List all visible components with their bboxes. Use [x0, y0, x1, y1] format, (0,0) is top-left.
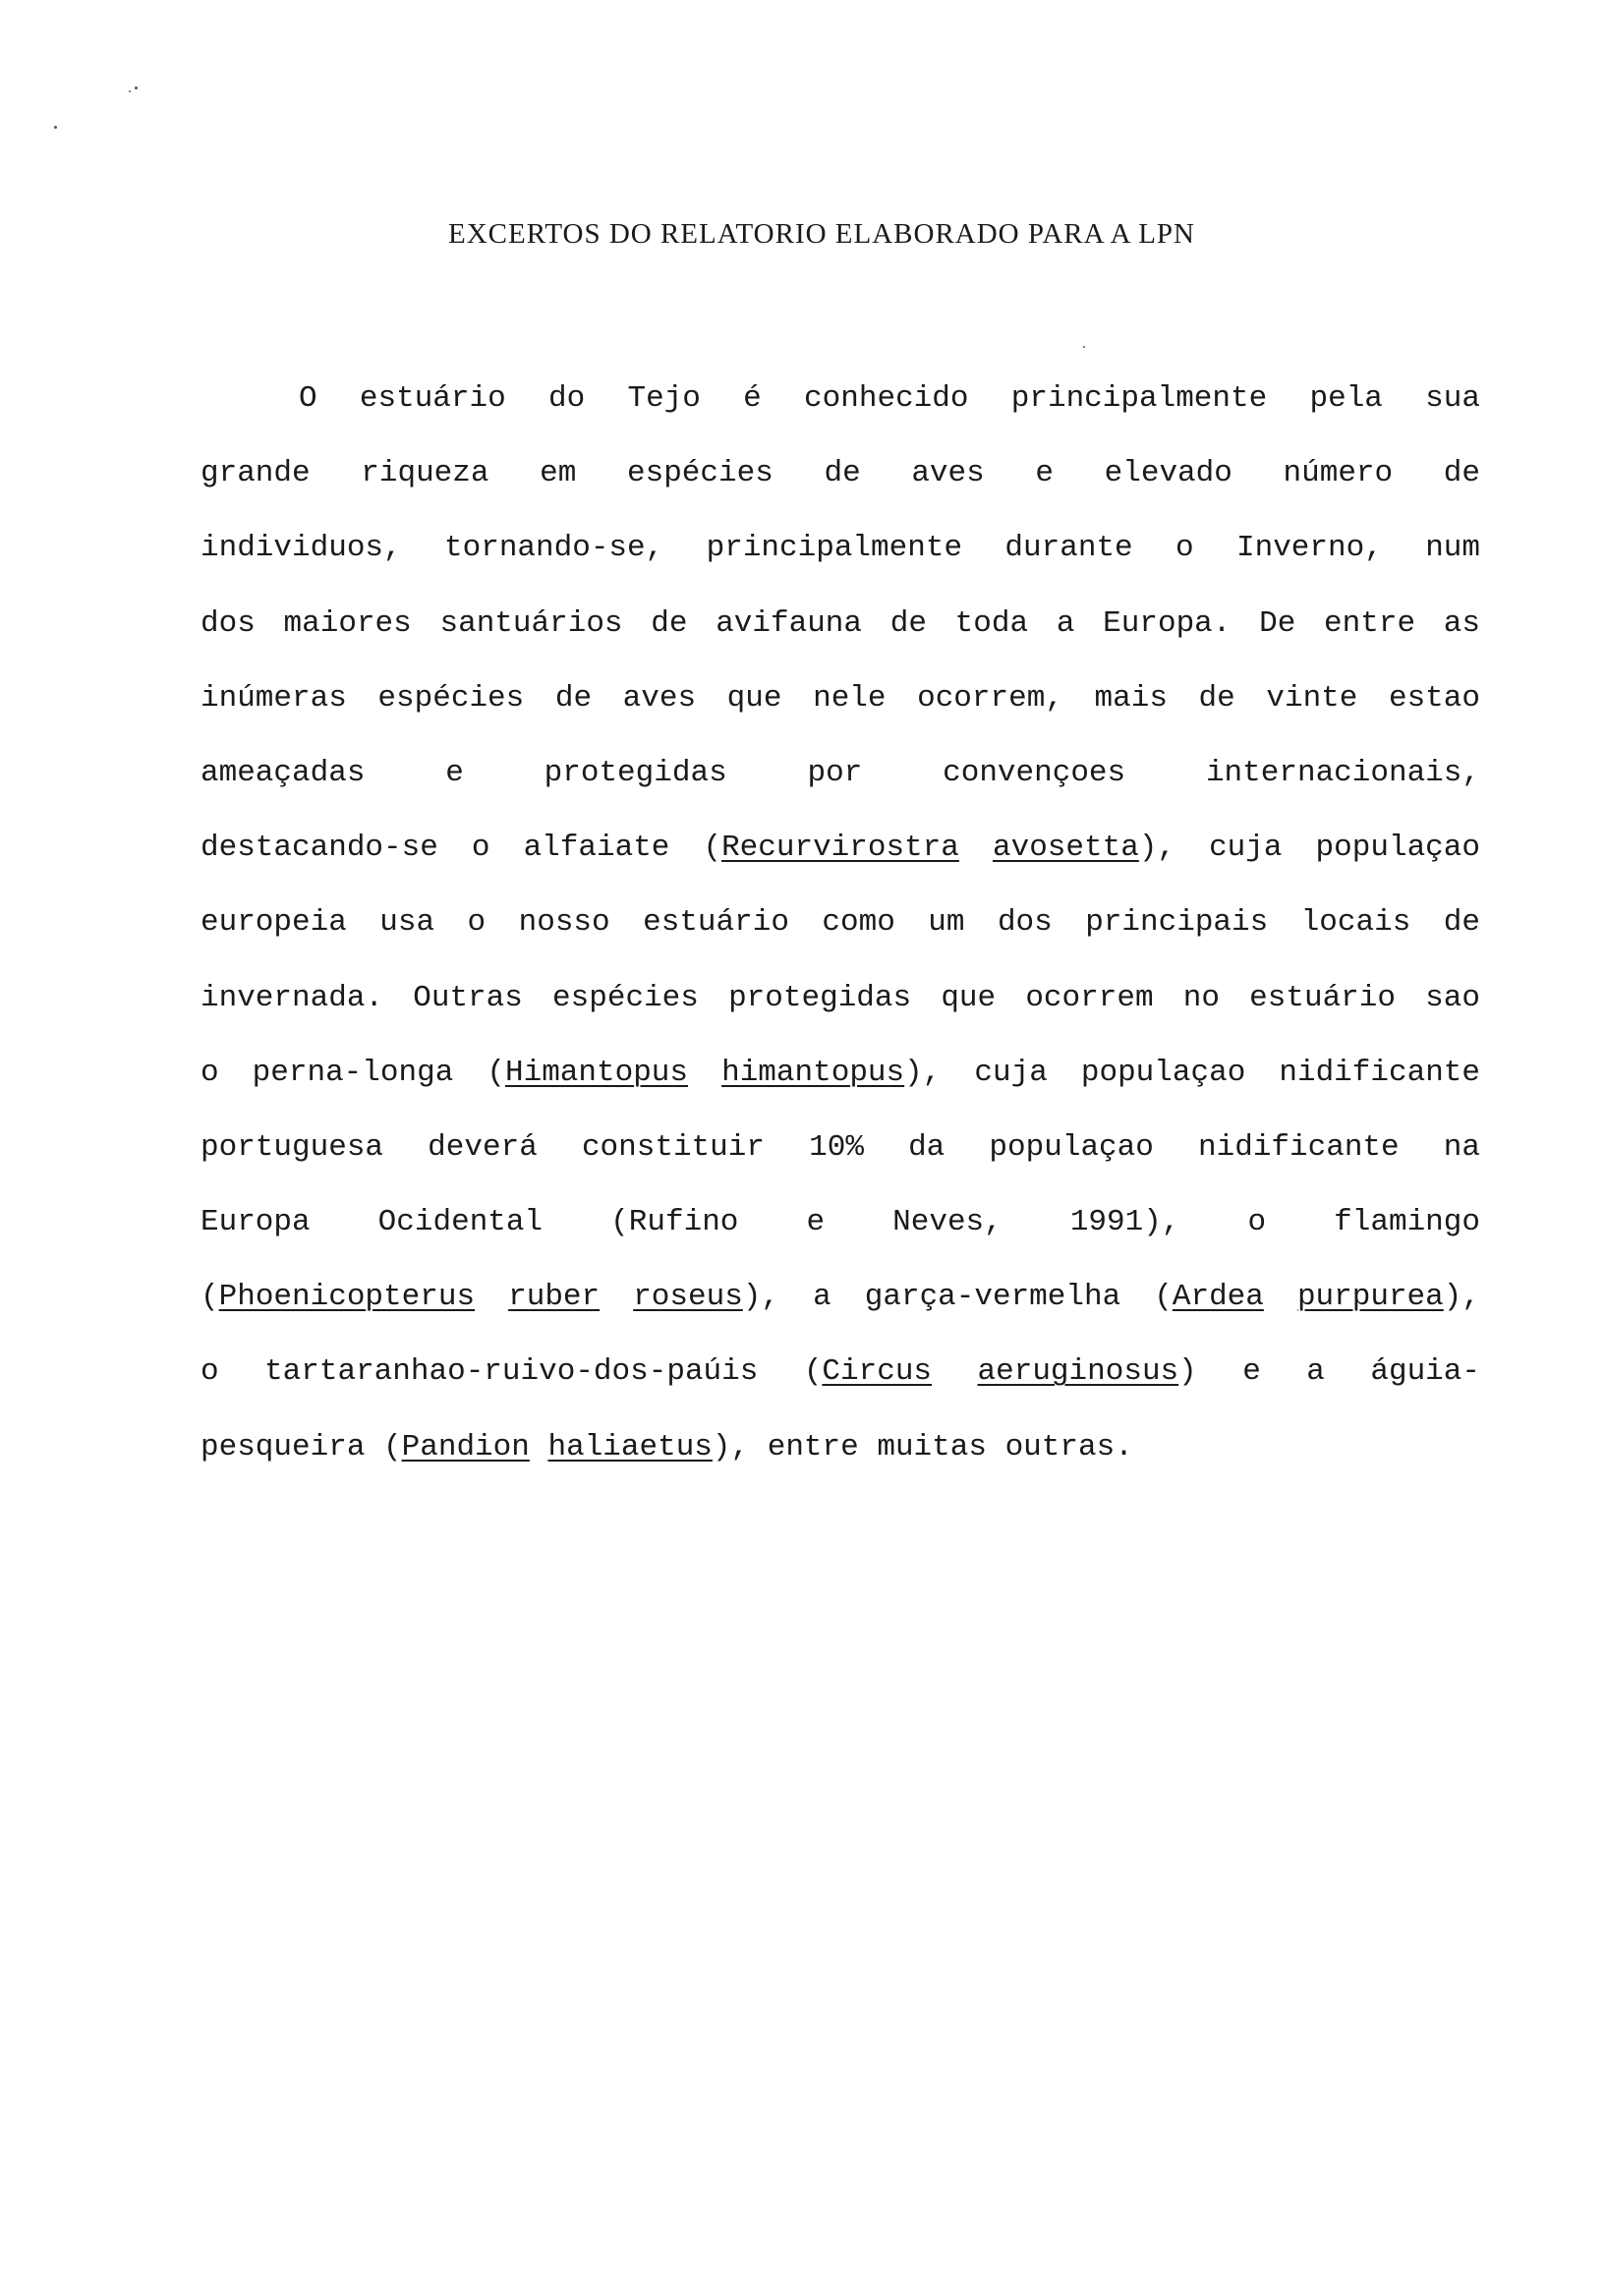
text-segment: [530, 1430, 548, 1464]
text-segment: ), cuja populaçao nidificante: [904, 1055, 1480, 1090]
body-line: [200, 811, 1480, 886]
body-line: [200, 661, 1480, 736]
text-segment: pesqueira (: [200, 1429, 402, 1464]
text-segment: inúmeras espécies de aves que nele ocorrem, mais de vinte estao: [200, 680, 1480, 716]
species-name: ruber: [508, 1280, 601, 1315]
body-line: [200, 1260, 1480, 1335]
body-line: [200, 736, 1480, 811]
text-segment: ), entre muitas outras.: [712, 1429, 1133, 1464]
text-segment: [932, 1354, 977, 1389]
text-segment: (: [200, 1280, 219, 1315]
species-name: Himantopus: [504, 1055, 689, 1090]
document-title: EXCERTOS DO RELATORIO ELABORADO PARA A LPN: [448, 218, 1195, 250]
body-line: [200, 886, 1480, 960]
species-name: avosetta: [992, 831, 1139, 866]
species-name: Phoenicopterus: [218, 1280, 476, 1315]
text-segment: individuos, tornando-se, principalmente durante o Inverno, num: [200, 531, 1480, 566]
text-segment: ), a garça-vermelha (: [742, 1280, 1173, 1315]
species-name: haliaetus: [547, 1429, 713, 1464]
text-segment: o tartaranhao-ruivo-dos-paúis (: [200, 1354, 823, 1390]
text-segment: o perna-longa (: [200, 1055, 505, 1090]
body-line: [200, 1111, 1480, 1185]
text-segment: portuguesa deverá constituir 10% da populaçao nidificante na: [200, 1129, 1480, 1165]
text-segment: ), cuja populaçao: [1138, 831, 1480, 866]
body-line: [200, 1410, 1480, 1485]
text-segment: [959, 831, 993, 865]
text-segment: invernada. Outras espécies protegidas que ocorrem no estuário sao: [200, 980, 1480, 1015]
species-name: Ardea: [1172, 1280, 1264, 1315]
body-line: [200, 436, 1480, 511]
scan-speck: [54, 126, 57, 129]
species-name: aeruginosus: [977, 1354, 1179, 1390]
body-line: [200, 587, 1480, 661]
species-name: purpurea: [1296, 1280, 1444, 1315]
text-segment: Europa Ocidental (Rufino e Neves, 1991), o flamingo: [200, 1205, 1480, 1240]
body-line: [200, 961, 1480, 1036]
body-line: [200, 362, 1480, 436]
species-name: roseus: [633, 1280, 743, 1315]
text-segment: grande riqueza em espécies de aves e elevado número de: [200, 456, 1480, 491]
body-line: [200, 1335, 1480, 1409]
scan-speck: [129, 90, 131, 92]
document-body: [200, 362, 1480, 1485]
body-line: [200, 1185, 1480, 1260]
scan-speck: [135, 86, 138, 89]
species-name: himantopus: [721, 1055, 905, 1090]
text-segment: [475, 1280, 508, 1314]
body-line: [200, 1036, 1480, 1111]
text-segment: ) e a águia-: [1178, 1354, 1480, 1390]
text-segment: destacando-se o alfaiate (: [200, 831, 722, 866]
species-name: Recurvirostra: [721, 831, 959, 866]
text-segment: O estuário do Tejo é conhecido principalmente pela sua: [299, 381, 1480, 416]
text-segment: [688, 1056, 721, 1090]
scan-speck: [1083, 346, 1085, 348]
text-segment: ),: [1443, 1280, 1480, 1315]
text-segment: [600, 1280, 633, 1314]
species-name: Pandion: [401, 1429, 530, 1464]
text-segment: dos maiores santuários de avifauna de toda a Europa. De entre as: [200, 605, 1480, 641]
species-name: Circus: [822, 1354, 933, 1390]
text-segment: ameaçadas e protegidas por convençoes internacionais,: [200, 755, 1480, 790]
body-line: [200, 511, 1480, 586]
text-segment: europeia usa o nosso estuário como um dos principais locais de: [200, 905, 1480, 941]
text-segment: [1264, 1280, 1297, 1314]
